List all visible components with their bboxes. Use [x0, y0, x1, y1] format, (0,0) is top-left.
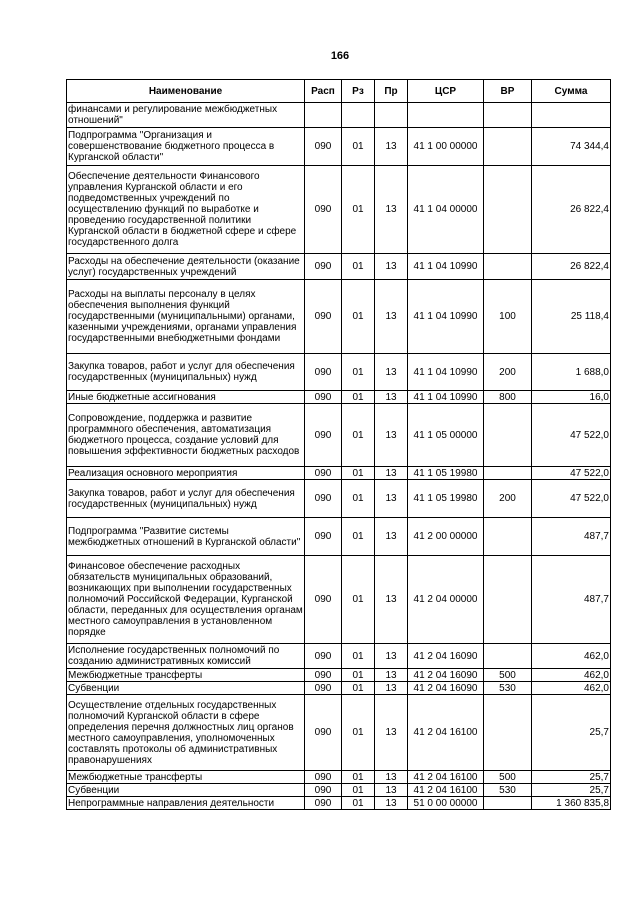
table-row: [67, 467, 611, 480]
cell-pr: 13: [375, 480, 408, 518]
cell-csr: 41 2 04 00000: [408, 556, 484, 644]
cell-name: Реализация основного мероприятия: [67, 467, 305, 480]
cell-rz: 01: [342, 280, 375, 354]
cell-name: Расходы на выплаты персоналу в целях обеспечения выполнения функций государственными (муниципальными) органами, казенными учреждениями, органами управления государственными внебюджетными фондами: [67, 280, 305, 354]
cell-pr: 13: [375, 771, 408, 784]
table-header-row: [67, 80, 611, 103]
cell-rasp: 090: [305, 404, 342, 467]
cell-rz: 01: [342, 556, 375, 644]
cell-sum: 25,7: [532, 784, 611, 797]
cell-rasp: 090: [305, 556, 342, 644]
cell-vr: [484, 797, 532, 810]
cell-name: Непрограммные направления деятельности: [67, 797, 305, 810]
cell-csr: 41 2 00 00000: [408, 518, 484, 556]
cell-rasp: [305, 103, 342, 128]
table-row: [67, 354, 611, 391]
cell-rz: 01: [342, 797, 375, 810]
cell-rasp: 090: [305, 695, 342, 771]
cell-sum: 16,0: [532, 391, 611, 404]
cell-rz: 01: [342, 354, 375, 391]
cell-csr: 41 2 04 16100: [408, 784, 484, 797]
cell-pr: 13: [375, 391, 408, 404]
column-header-sum: Сумма: [532, 80, 611, 103]
cell-sum: 487,7: [532, 518, 611, 556]
page-number: 166: [330, 50, 350, 62]
cell-name: Субвенции: [67, 784, 305, 797]
cell-rasp: 090: [305, 644, 342, 669]
table-row: [67, 669, 611, 682]
cell-rz: 01: [342, 467, 375, 480]
table-row: [67, 682, 611, 695]
cell-rasp: 090: [305, 354, 342, 391]
cell-name: Исполнение государственных полномочий по созданию административных комиссий: [67, 644, 305, 669]
cell-pr: 13: [375, 166, 408, 254]
cell-pr: 13: [375, 669, 408, 682]
cell-rasp: 090: [305, 669, 342, 682]
cell-name: Расходы на обеспечение деятельности (оказание услуг) государственных учреждений: [67, 254, 305, 280]
cell-csr: 41 1 05 00000: [408, 404, 484, 467]
cell-rasp: 090: [305, 166, 342, 254]
cell-csr: 41 1 04 10990: [408, 280, 484, 354]
cell-rasp: 090: [305, 128, 342, 166]
cell-name: Закупка товаров, работ и услуг для обеспечения государственных (муниципальных) нужд: [67, 480, 305, 518]
cell-rz: 01: [342, 254, 375, 280]
cell-name: Финансовое обеспечение расходных обязательств муниципальных образований, возникающих при выполнении государственных полномочий Российской Федерации, Курганской области, переданных для осуществления органам местного самоуправления в установленном порядке: [67, 556, 305, 644]
cell-pr: 13: [375, 682, 408, 695]
cell-sum: 1 360 835,8: [532, 797, 611, 810]
cell-vr: [484, 518, 532, 556]
column-header-pr: Пр: [375, 80, 408, 103]
column-header-rz: Рз: [342, 80, 375, 103]
table-row: [67, 254, 611, 280]
cell-sum: 26 822,4: [532, 166, 611, 254]
cell-name: Иные бюджетные ассигнования: [67, 391, 305, 404]
cell-pr: 13: [375, 784, 408, 797]
cell-rz: 01: [342, 480, 375, 518]
cell-sum: 25 118,4: [532, 280, 611, 354]
cell-sum: 26 822,4: [532, 254, 611, 280]
cell-vr: [484, 556, 532, 644]
cell-rz: 01: [342, 404, 375, 467]
table-row: [67, 280, 611, 354]
cell-csr: 41 2 04 16090: [408, 644, 484, 669]
column-header-csr: ЦСР: [408, 80, 484, 103]
cell-vr: [484, 695, 532, 771]
cell-sum: 74 344,4: [532, 128, 611, 166]
cell-vr: 530: [484, 784, 532, 797]
cell-vr: 200: [484, 354, 532, 391]
cell-csr: 41 2 04 16100: [408, 771, 484, 784]
cell-csr: 41 2 04 16100: [408, 695, 484, 771]
cell-name: Межбюджетные трансферты: [67, 669, 305, 682]
cell-rz: 01: [342, 128, 375, 166]
cell-sum: 462,0: [532, 644, 611, 669]
table-row: [67, 128, 611, 166]
cell-csr: [408, 103, 484, 128]
cell-csr: 41 1 04 10990: [408, 354, 484, 391]
cell-vr: 530: [484, 682, 532, 695]
cell-rz: 01: [342, 695, 375, 771]
cell-rz: 01: [342, 166, 375, 254]
cell-csr: 41 1 04 10990: [408, 391, 484, 404]
cell-csr: 51 0 00 00000: [408, 797, 484, 810]
cell-pr: 13: [375, 556, 408, 644]
cell-rasp: 090: [305, 518, 342, 556]
table-row: [67, 771, 611, 784]
table-row: [67, 404, 611, 467]
column-header-rasp: Расп: [305, 80, 342, 103]
cell-sum: [532, 103, 611, 128]
cell-name: финансами и регулирование межбюджетных отношений": [67, 103, 305, 128]
cell-sum: 487,7: [532, 556, 611, 644]
cell-rasp: 090: [305, 254, 342, 280]
cell-csr: 41 1 04 00000: [408, 166, 484, 254]
table-row: [67, 103, 611, 128]
cell-rz: 01: [342, 644, 375, 669]
cell-vr: 100: [484, 280, 532, 354]
cell-rz: 01: [342, 682, 375, 695]
cell-sum: 462,0: [532, 682, 611, 695]
cell-vr: [484, 404, 532, 467]
cell-sum: 1 688,0: [532, 354, 611, 391]
cell-rz: 01: [342, 391, 375, 404]
cell-csr: 41 1 05 19980: [408, 480, 484, 518]
cell-pr: 13: [375, 354, 408, 391]
table-row: [67, 695, 611, 771]
table-row: [67, 518, 611, 556]
cell-name: Субвенции: [67, 682, 305, 695]
cell-csr: 41 2 04 16090: [408, 669, 484, 682]
cell-vr: 200: [484, 480, 532, 518]
cell-sum: 462,0: [532, 669, 611, 682]
cell-rasp: 090: [305, 682, 342, 695]
budget-table: [66, 79, 611, 810]
cell-rz: 01: [342, 784, 375, 797]
table-row: [67, 556, 611, 644]
table-row: [67, 391, 611, 404]
cell-vr: [484, 467, 532, 480]
cell-name: Осуществление отдельных государственных полномочий Курганской области в сфере определения перечня должностных лиц органов местного самоуправления, уполномоченных составлять протоколы об административных правонарушениях: [67, 695, 305, 771]
cell-rz: 01: [342, 669, 375, 682]
cell-name: Межбюджетные трансферты: [67, 771, 305, 784]
table-row: [67, 480, 611, 518]
cell-vr: [484, 128, 532, 166]
cell-rasp: 090: [305, 280, 342, 354]
cell-rz: 01: [342, 771, 375, 784]
column-header-vr: ВР: [484, 80, 532, 103]
cell-name: Сопровождение, поддержка и развитие программного обеспечения, автоматизация бюджетного процесса, создание условий для повышения эффективности бюджетных расходов: [67, 404, 305, 467]
cell-sum: 25,7: [532, 771, 611, 784]
cell-pr: 13: [375, 128, 408, 166]
cell-pr: 13: [375, 695, 408, 771]
cell-pr: 13: [375, 797, 408, 810]
column-header-name: Наименование: [67, 80, 305, 103]
cell-rasp: 090: [305, 771, 342, 784]
table-row: [67, 797, 611, 810]
cell-vr: [484, 254, 532, 280]
cell-name: Подпрограмма "Развитие системы межбюджетных отношений в Курганской области": [67, 518, 305, 556]
cell-sum: 47 522,0: [532, 480, 611, 518]
cell-csr: 41 2 04 16090: [408, 682, 484, 695]
cell-vr: [484, 644, 532, 669]
cell-sum: 47 522,0: [532, 467, 611, 480]
cell-pr: 13: [375, 467, 408, 480]
table-row: [67, 166, 611, 254]
cell-rasp: 090: [305, 467, 342, 480]
cell-rz: [342, 103, 375, 128]
cell-pr: 13: [375, 404, 408, 467]
cell-rasp: 090: [305, 784, 342, 797]
cell-csr: 41 1 05 19980: [408, 467, 484, 480]
cell-rasp: 090: [305, 480, 342, 518]
cell-vr: [484, 103, 532, 128]
cell-name: Закупка товаров, работ и услуг для обеспечения государственных (муниципальных) нужд: [67, 354, 305, 391]
cell-pr: 13: [375, 280, 408, 354]
cell-rasp: 090: [305, 391, 342, 404]
cell-vr: 500: [484, 771, 532, 784]
cell-pr: [375, 103, 408, 128]
cell-rasp: 090: [305, 797, 342, 810]
cell-sum: 25,7: [532, 695, 611, 771]
cell-pr: 13: [375, 254, 408, 280]
cell-pr: 13: [375, 518, 408, 556]
cell-vr: [484, 166, 532, 254]
cell-pr: 13: [375, 644, 408, 669]
cell-rz: 01: [342, 518, 375, 556]
table-row: [67, 784, 611, 797]
cell-sum: 47 522,0: [532, 404, 611, 467]
table-row: [67, 644, 611, 669]
cell-csr: 41 1 04 10990: [408, 254, 484, 280]
cell-vr: 500: [484, 669, 532, 682]
cell-name: Подпрограмма "Организация и совершенствование бюджетного процесса в Курганской области": [67, 128, 305, 166]
cell-csr: 41 1 00 00000: [408, 128, 484, 166]
cell-vr: 800: [484, 391, 532, 404]
cell-name: Обеспечение деятельности Финансового управления Курганской области и его подведомственных учреждений по осуществлению функций по выработке и проведению государственной политики Курганской области в бюджетной сфере и сфере государственного долга: [67, 166, 305, 254]
